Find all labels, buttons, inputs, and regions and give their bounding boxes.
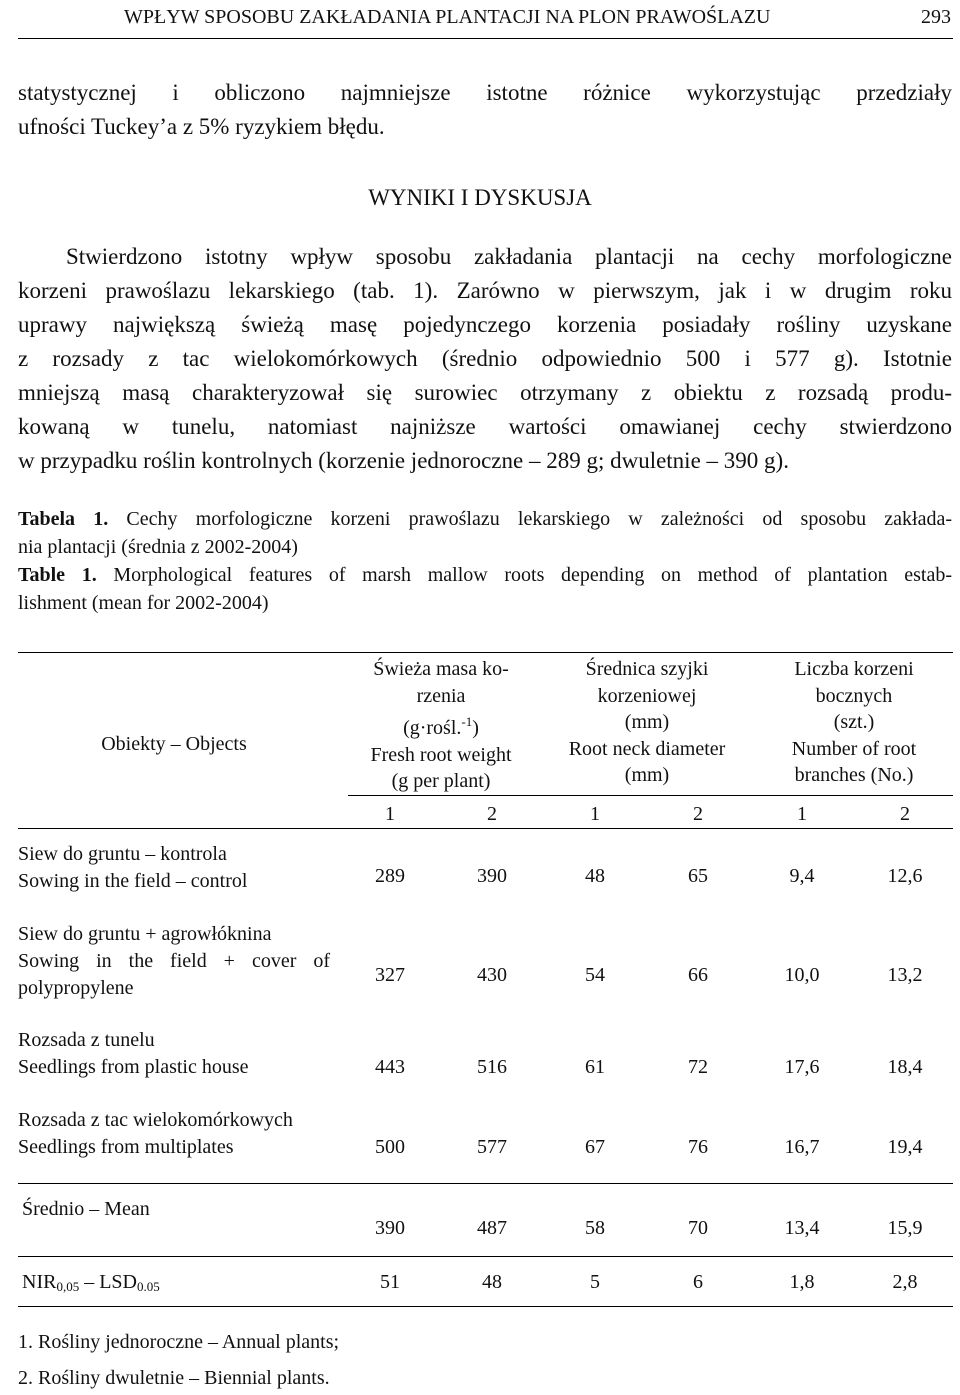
table-cell: 76 (688, 1136, 708, 1158)
paragraph-line-2: korzeni prawoślazu lekarskiego (tab. 1). Zarówno w pierwszym, jak i w drugim roku (18, 278, 952, 303)
table-cell: 19,4 (887, 1136, 923, 1158)
fresh-weight-header-line-5: (g per plant) (391, 770, 491, 792)
year-header: 1 (385, 803, 395, 825)
table-cell: 16,7 (784, 1136, 820, 1158)
paragraph-line-4: z rozsady z tac wielokomórkowych (średnio odpowiednio 500 i 577 g). Istotnie (18, 346, 952, 371)
running-title: WPŁYW SPOSOBU ZAKŁADANIA PLANTACJI NA PLON PRAWOŚLAZU (124, 6, 771, 28)
running-header (18, 4, 953, 39)
row-label-line: Rozsada z tac wielokomórkowych (18, 1109, 293, 1131)
paragraph-line-1: Stwierdzono istotny wpływ sposobu zakładania plantacji na cechy morfologiczne (66, 244, 952, 269)
paragraph-line-7: w przypadku roślin kontrolnych (korzenie jednoroczne – 289 g; dwuletnie – 390 g). (18, 448, 789, 473)
table-cell: 487 (477, 1217, 507, 1239)
table-cell: 72 (688, 1056, 708, 1078)
table-lsd-rule (18, 1256, 953, 1257)
table-cell: 1,8 (789, 1271, 815, 1293)
lsd-row-label (22, 1271, 160, 1295)
caption-en-text: Morphological features of marsh mallow roots depending on method of plantation estab- (96, 564, 952, 586)
table-cell: 516 (477, 1056, 507, 1078)
table-cell: 70 (688, 1217, 708, 1239)
page-number: 293 (921, 6, 951, 28)
table-cell: 327 (375, 964, 405, 986)
root-branches-header-line-1: Liczba korzeni (794, 658, 914, 680)
table-cell: 390 (375, 1217, 405, 1239)
table-mean-rule (18, 1183, 953, 1184)
root-branches-header-line-5: branches (No.) (794, 764, 914, 786)
table-cell: 390 (477, 865, 507, 887)
table-cell: 65 (688, 865, 708, 887)
table-cell: 9,4 (789, 865, 815, 887)
lsd-dash: – (79, 1271, 100, 1293)
table-cell: 17,6 (784, 1056, 820, 1078)
neck-diameter-header-line-5: (mm) (624, 764, 670, 786)
table-cell: 61 (585, 1056, 605, 1078)
row-label-line: Siew do gruntu – kontrola (18, 843, 227, 865)
caption-en-line-2: lishment (mean for 2002-2004) (18, 592, 269, 614)
row-label-line: Siew do gruntu + agrowłóknina (18, 923, 272, 945)
table-cell: 67 (585, 1136, 605, 1158)
fresh-weight-unit-close: ) (472, 717, 479, 739)
lsd-label: LSD (99, 1271, 137, 1293)
caption-en-line-1 (18, 564, 952, 587)
mean-row-label: Średnio – Mean (22, 1198, 150, 1220)
year-header: 2 (487, 803, 497, 825)
table-top-rule (18, 652, 953, 653)
section-heading: WYNIKI I DYSKUSJA (368, 185, 592, 210)
table-cell: 48 (585, 865, 605, 887)
fresh-weight-column-header (348, 656, 534, 795)
table-cell: 443 (375, 1056, 405, 1078)
body-line-2: ufności Tuckey’a z 5% ryzykiem błędu. (18, 114, 385, 139)
table-cell: 15,9 (887, 1217, 923, 1239)
table-cell: 54 (585, 964, 605, 986)
table-cell: 51 (380, 1271, 400, 1293)
neck-diameter-column-header (540, 656, 754, 789)
table-cell: 5 (590, 1271, 600, 1293)
table-cell: 12,6 (887, 865, 923, 887)
year-header: 2 (900, 803, 910, 825)
row-label-line: polypropylene (18, 977, 134, 999)
lsd-subscript: 0.05 (137, 1279, 160, 1294)
caption-pl-line-2: nia plantacji (średnia z 2002-2004) (18, 536, 298, 558)
fresh-weight-unit-exponent: -1 (461, 714, 473, 729)
table-cell: 500 (375, 1136, 405, 1158)
root-branches-header-line-2: bocznych (815, 684, 893, 707)
neck-diameter-header-line-3: (mm) (624, 711, 670, 733)
row-label-line: Seedlings from plastic house (18, 1056, 249, 1078)
row-label-line: Rozsada z tunelu (18, 1029, 155, 1051)
caption-pl-label: Tabela 1. (18, 508, 109, 530)
table-years-rule (18, 828, 953, 829)
table-cell: 58 (585, 1217, 605, 1239)
root-branches-header-line-3: (szt.) (833, 711, 875, 733)
table-cell: 577 (477, 1136, 507, 1158)
footnote-2: 2. Rośliny dwuletnie – Biennial plants. (18, 1367, 330, 1389)
row-label-line: Sowing in the field + cover of (18, 950, 330, 972)
root-branches-column-header (762, 656, 946, 789)
table-cell: 6 (693, 1271, 703, 1293)
year-header: 2 (693, 803, 703, 825)
neck-diameter-header-line-2: korzeniowej (597, 684, 697, 707)
objects-column-header: Obiekty – Objects (101, 733, 247, 755)
root-branches-header-line-4: Number of root (791, 737, 917, 760)
paragraph-line-5: mniejszą masą charakteryzował się surowiec otrzymany z obiektu z rozsadą produ- (18, 380, 952, 405)
table-cell: 13,4 (784, 1217, 820, 1239)
caption-pl-line-1 (18, 508, 952, 531)
table-cell: 289 (375, 865, 405, 887)
neck-diameter-header-line-1: Średnica szyjki (585, 658, 709, 680)
table-cell: 430 (477, 964, 507, 986)
fresh-weight-unit: (g·rośl. (403, 717, 462, 739)
fresh-weight-header-line-1: Świeża masa ko- (373, 658, 509, 680)
paragraph-line-3: uprawy największą świeżą masę pojedynczego korzenia posiadały rośliny uzyskane (18, 312, 952, 337)
fresh-weight-header-line-3 (348, 709, 534, 742)
body-line-1: statystycznej i obliczono najmniejsze istotne różnice wykorzystując przedziały (18, 80, 952, 105)
neck-diameter-header-line-4: Root neck diameter (568, 737, 726, 760)
table-cell: 2,8 (892, 1271, 918, 1293)
year-header: 1 (590, 803, 600, 825)
fresh-weight-header-line-4: Fresh root weight (370, 743, 512, 766)
footnote-1: 1. Rośliny jednoroczne – Annual plants; (18, 1331, 340, 1353)
paragraph-line-6: kowaną w tunelu, natomiast najniższe wartości omawianej cechy stwierdzono (18, 414, 952, 439)
fresh-weight-header-line-2: rzenia (416, 684, 466, 707)
caption-pl-text: Cechy morfologiczne korzeni prawoślazu lekarskiego w zależności od sposobu zakłada- (108, 508, 953, 530)
nir-subscript: 0,05 (56, 1279, 80, 1294)
table-cell: 48 (482, 1271, 502, 1293)
row-label-line: Sowing in the field – control (18, 870, 248, 892)
table-cell: 18,4 (887, 1056, 923, 1078)
row-label-line: Seedlings from multiplates (18, 1136, 234, 1158)
nir-label: NIR (22, 1271, 57, 1293)
table-header-rule (348, 795, 953, 796)
table-bottom-rule (18, 1306, 953, 1307)
table-cell: 66 (688, 964, 708, 986)
table-cell: 13,2 (887, 964, 923, 986)
table-cell: 10,0 (784, 964, 820, 986)
year-header: 1 (797, 803, 807, 825)
caption-en-label: Table 1. (18, 564, 97, 586)
